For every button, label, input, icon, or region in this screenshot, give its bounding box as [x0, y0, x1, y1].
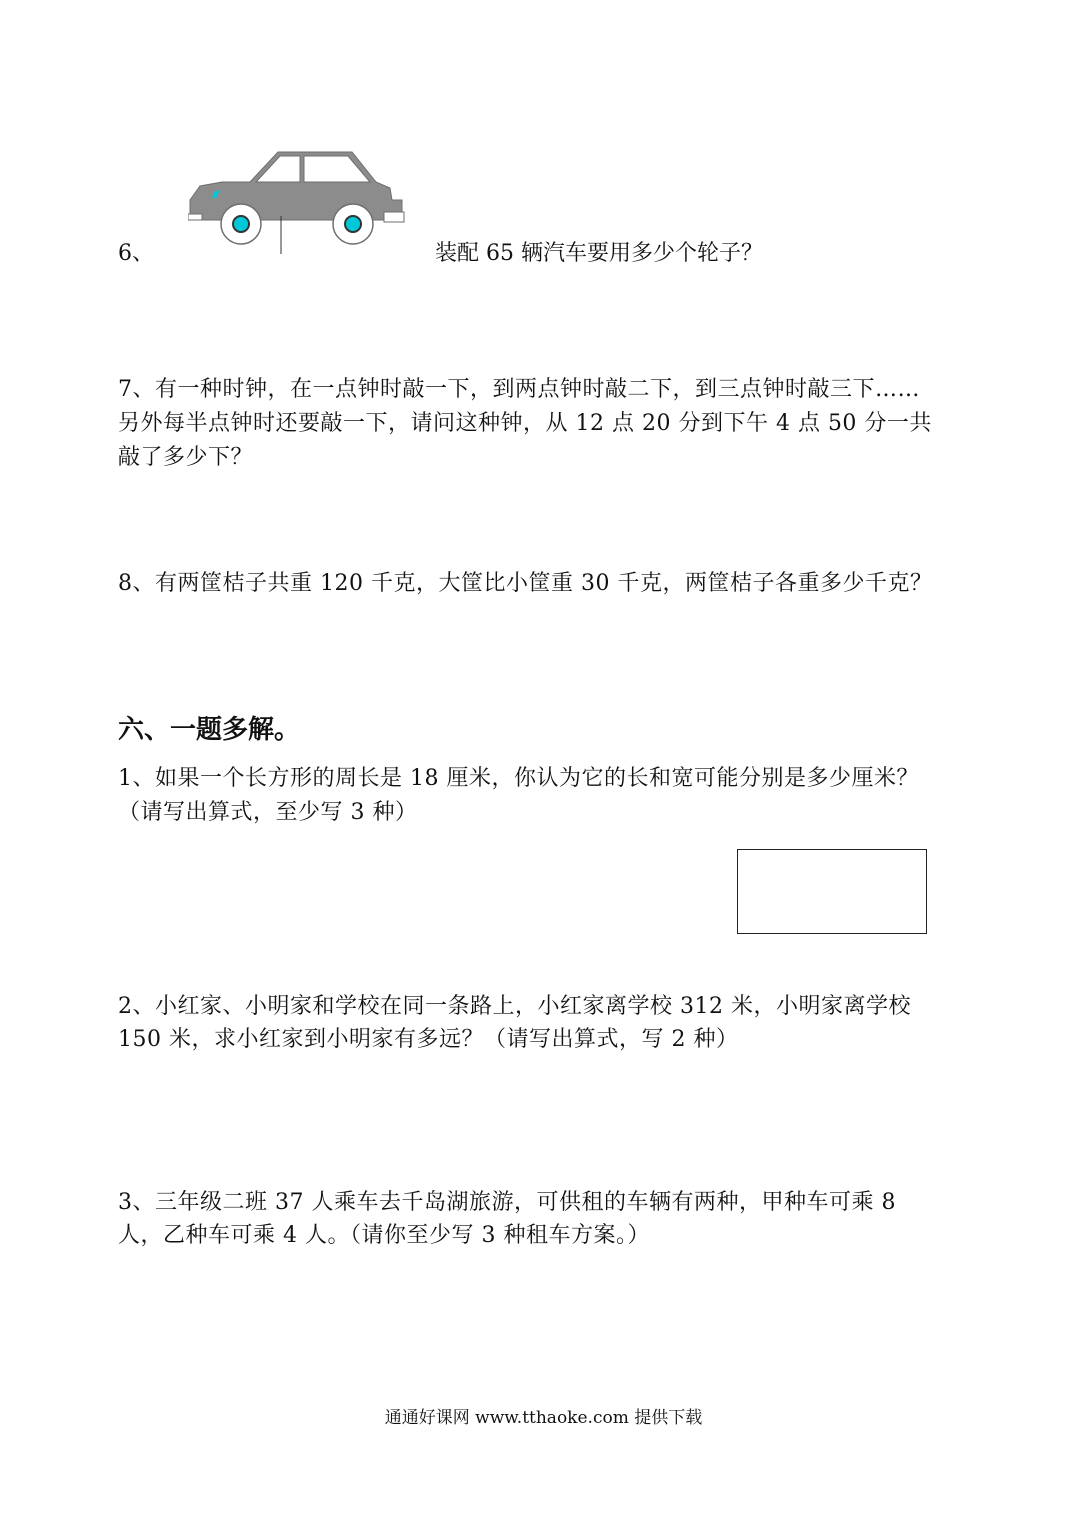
q7-line-3: 敲了多少下？	[118, 445, 254, 470]
rectangle-figure	[737, 849, 927, 934]
s6q3-line-2: 人，乙种车可乘 4 人。（请你至少写 3 种租车方案。）	[118, 1223, 650, 1248]
s6q1-line-1: 1、如果一个长方形的周长是 18 厘米，你认为它的长和宽可能分别是多少厘米？	[118, 766, 919, 791]
footer-download-note: 通通好课网 www.tthaoke.com 提供下载	[384, 1408, 703, 1428]
s6q1-line-2: （请写出算式，至少写 3 种）	[118, 800, 418, 825]
q7-line-1: 7、有一种时钟，在一点钟时敲一下，到两点钟时敲二下，到三点钟时敲三下……	[118, 377, 920, 402]
q6-number: 6、	[118, 241, 154, 266]
q8-line-1: 8、有两筐桔子共重 120 千克，大筐比小筐重 30 千克，两筐桔子各重多少千克？	[118, 571, 933, 596]
s6q2-line-2: 150 米，求小红家到小明家有多远？（请写出算式，写 2 种）	[118, 1027, 739, 1052]
q6-question-text: 装配 65 辆汽车要用多少个轮子？	[435, 241, 763, 266]
s6q3-line-1: 3、三年级二班 37 人乘车去千岛湖旅游，可供租的车辆有两种，甲种车可乘 8	[118, 1190, 896, 1215]
q7-line-2: 另外每半点钟时还要敲一下，请问这种钟，从 12 点 20 分到下午 4 点 50 分一共	[118, 411, 932, 436]
s6q2-line-1: 2、小红家、小明家和学校在同一条路上，小红家离学校 312 米，小明家离学校	[118, 994, 911, 1019]
section-title: 六、一题多解。	[118, 715, 301, 745]
car-icon	[188, 148, 408, 258]
